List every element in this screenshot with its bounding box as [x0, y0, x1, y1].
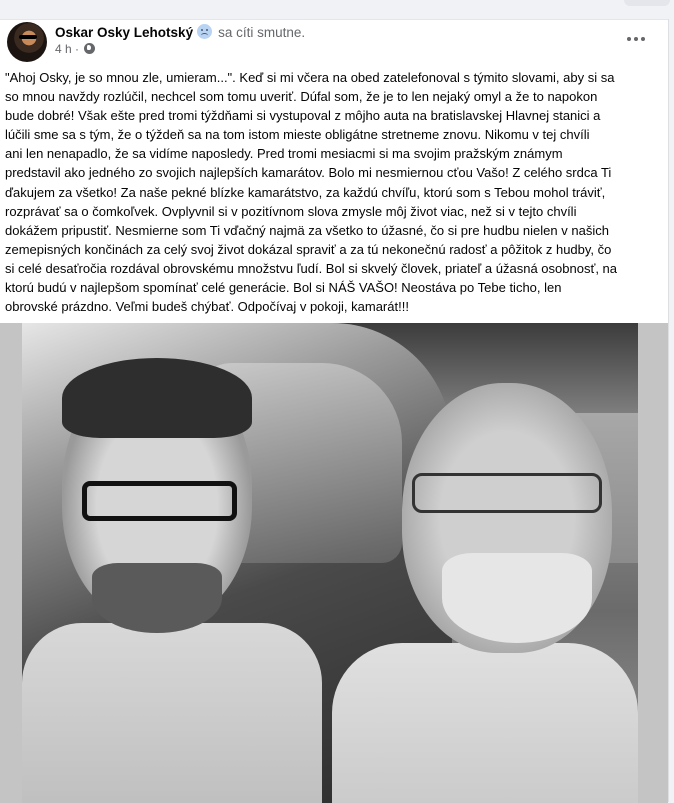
- post-text-line: dokážem pripustiť. Nesmierne som Ti vďačný najmä za všetko to úžasné, čo si pre hudbu nielen v našich: [5, 222, 609, 238]
- photo-person-right-glasses: [412, 473, 602, 513]
- more-options-icon: [627, 37, 631, 41]
- avatar-glasses: [19, 35, 37, 39]
- post-text-line: si celé desaťročia rozdával obrovskému množstvu ľudí. Bol si skvelý človek, priateľ a úžasná osobnosť, na: [5, 260, 618, 276]
- photo-person-left-glasses: [82, 481, 237, 521]
- more-dot: [641, 37, 645, 41]
- more-options-button[interactable]: [622, 29, 650, 49]
- globe-icon[interactable]: [84, 43, 95, 54]
- post-time[interactable]: 4 h: [55, 42, 72, 56]
- post-photo-container[interactable]: [0, 323, 668, 803]
- avatar[interactable]: [7, 22, 47, 62]
- photo-person-right-beard: [442, 553, 592, 643]
- post-text-line: ani len nenapadlo, že sa vidíme naposledy. Pred tromi mesiacmi si ma svojim pražským známym: [5, 146, 563, 162]
- more-dot: [634, 37, 638, 41]
- photo-person-left-hair: [62, 358, 252, 438]
- post-text-line: bude dobré! Však ešte pred tromi týždňami si vystupoval z môjho auta na bratislavskej Hlavnej stanici a: [5, 108, 601, 124]
- previous-post-button-edge[interactable]: [624, 0, 670, 6]
- post-photo[interactable]: [22, 323, 638, 803]
- meta-separator: ·: [75, 42, 80, 56]
- post-text-line: predstavil ako jedného zo svojich najlepších kamarátov. Bolo mi nesmiernou cťou Vašo! Z celého srdca Ti: [5, 165, 612, 181]
- post-text-line: so mnou navždy rozlúčil, nechcel som tomu uveriť. Dúfal som, že je to len nejaký omyl a že to napokon: [5, 89, 598, 105]
- post-meta: [55, 42, 95, 56]
- scrollbar-track[interactable]: [668, 19, 674, 802]
- post-text-line: zemepisných končinách za celý svoj život dokázal spraviť a za tú nekonečnú radosť a pôžitok z hudby, čo: [5, 241, 612, 257]
- photo-person-left-beard: [92, 563, 222, 633]
- photo-person-left-body: [22, 623, 322, 803]
- post-text-line: ktorú budú v najlepšom spomínať celé generácie. Bol si NÁŠ VAŠO! Neostáva po Tebe ticho, len: [5, 280, 562, 296]
- post-text: [5, 68, 665, 316]
- post-text-line: ďakujem za všetko! Za naše pekné blízke kamarátstvo, za každú chvíľu, ktorú som s Tebou mohol tráviť,: [5, 184, 606, 200]
- post-card: [0, 19, 668, 803]
- post-text-line: lúčili sme sa s tým, že o týždeň sa na tom istom mieste obligátne stretneme znovu. Nikomu v tej chvíli: [5, 127, 590, 143]
- feeling-text: sa cíti smutne.: [218, 25, 306, 40]
- feed-background: [0, 0, 674, 19]
- sad-face-icon: [197, 24, 212, 39]
- photo-person-right-body: [332, 643, 638, 803]
- author-name[interactable]: Oskar Osky Lehotský: [55, 25, 194, 40]
- post-header: [55, 24, 305, 40]
- post-text-line: obrovské prázdno. Veľmi budeš chýbať. Odpočívaj v pokoji, kamarát!!!: [5, 299, 409, 315]
- post-text-line: rozprávať sa o čomkoľvek. Ovplyvnil si v pozitívnom slova zmysle môj život viac, než si v tejto chvíli: [5, 203, 577, 219]
- post-text-line: "Ahoj Osky, je so mnou zle, umieram...". Keď si mi včera na obed zatelefonoval s týmito slovami, aby si sa: [5, 70, 615, 85]
